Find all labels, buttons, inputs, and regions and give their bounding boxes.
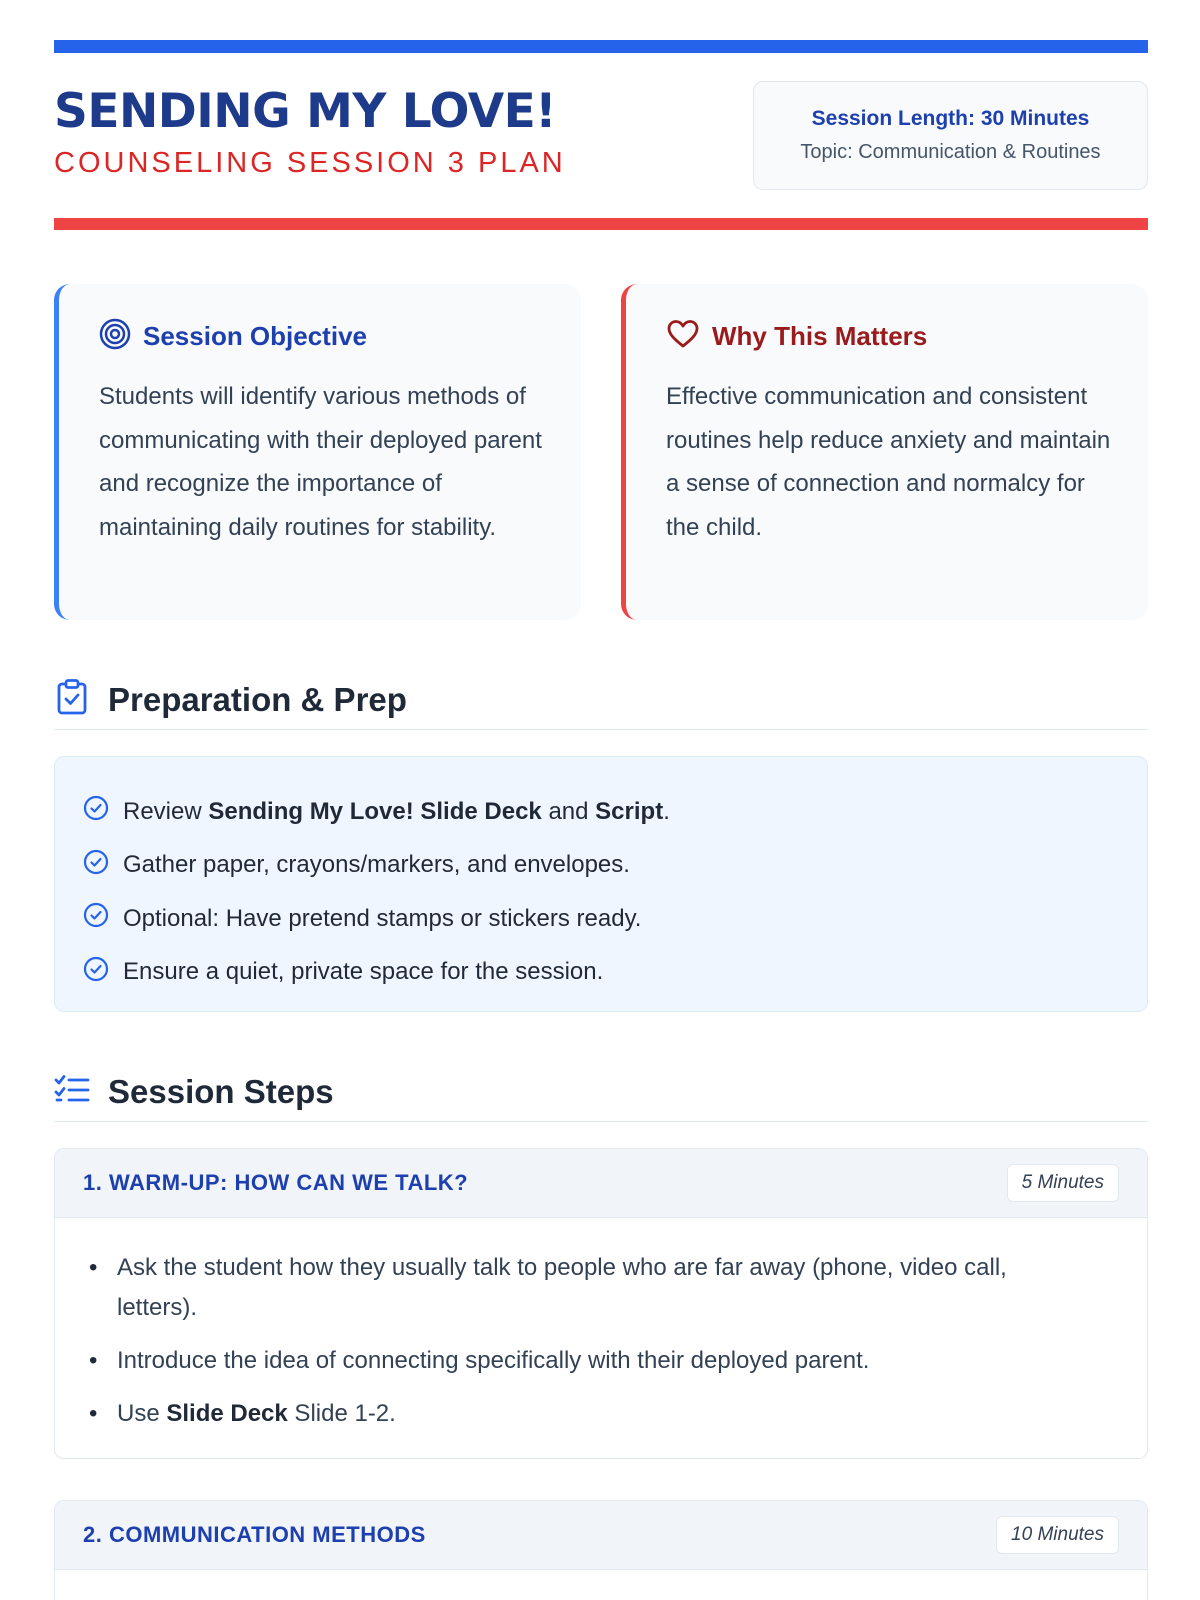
session-topic: Topic: Communication & Routines bbox=[800, 141, 1101, 163]
check-circle-icon bbox=[83, 902, 109, 935]
check-circle-icon bbox=[83, 795, 109, 828]
objective-text: Students will identify various methods of communicating with their deployed parent and recognize the importance of maintaining daily routines for stability. bbox=[99, 383, 542, 541]
check-circle-icon bbox=[83, 849, 109, 882]
target-icon bbox=[99, 318, 131, 355]
step-card-2 bbox=[54, 1500, 1148, 1600]
list-item: • Ask the student how they usually talk to people who are far away (phone, video call, letters). bbox=[89, 1248, 1087, 1328]
prep-item bbox=[83, 892, 1119, 946]
top-blue-rule bbox=[54, 40, 1148, 53]
heart-icon bbox=[666, 318, 700, 355]
checklist-icon bbox=[54, 1073, 90, 1110]
duration-badge: 5 Minutes bbox=[1007, 1164, 1119, 1202]
session-info-box bbox=[753, 81, 1148, 190]
prep-item-text: Ensure a quiet, private space for the session. bbox=[123, 958, 604, 986]
step-title: 2. COMMUNICATION METHODS bbox=[83, 1522, 426, 1547]
objective-card bbox=[54, 284, 581, 620]
duration-badge: 10 Minutes bbox=[996, 1516, 1119, 1554]
objective-heading: Session Objective bbox=[143, 321, 367, 351]
why-heading: Why This Matters bbox=[712, 321, 928, 351]
why-matters-card bbox=[621, 284, 1148, 620]
prep-item-text: Gather paper, crayons/markers, and envelopes. bbox=[123, 851, 630, 879]
header-red-rule bbox=[54, 218, 1148, 230]
prep-item-text: Optional: Have pretend stamps or stickers ready. bbox=[123, 904, 642, 932]
list-item: • Use Slide Deck Slide 1-2. bbox=[89, 1394, 1087, 1434]
steps-heading: Session Steps bbox=[108, 1072, 334, 1110]
page-title: SENDING MY LOVE! bbox=[54, 84, 557, 139]
prep-item-text: Review Sending My Love! Slide Deck and Script. bbox=[123, 797, 670, 825]
prep-section-heading bbox=[54, 670, 1148, 730]
check-circle-icon bbox=[83, 956, 109, 989]
session-length: Session Length: 30 Minutes bbox=[811, 107, 1090, 130]
prep-checklist bbox=[54, 756, 1148, 1012]
why-text: Effective communication and consistent routines help reduce anxiety and maintain a sense of connection and normalcy for the child. bbox=[666, 383, 1111, 541]
list-item: • Introduce the idea of connecting specifically with their deployed parent. bbox=[89, 1341, 1087, 1381]
step-card-1 bbox=[54, 1148, 1148, 1459]
step-title: 1. WARM-UP: HOW CAN WE TALK? bbox=[83, 1170, 469, 1195]
step-bullets bbox=[55, 1218, 1147, 1459]
prep-heading: Preparation & Prep bbox=[108, 680, 407, 718]
prep-item bbox=[83, 946, 1119, 1000]
steps-section-heading bbox=[54, 1062, 1148, 1122]
clipboard-check-icon bbox=[54, 678, 90, 721]
prep-item bbox=[83, 785, 1119, 839]
page-subtitle: COUNSELING SESSION 3 PLAN bbox=[54, 147, 566, 179]
prep-item bbox=[83, 839, 1119, 893]
